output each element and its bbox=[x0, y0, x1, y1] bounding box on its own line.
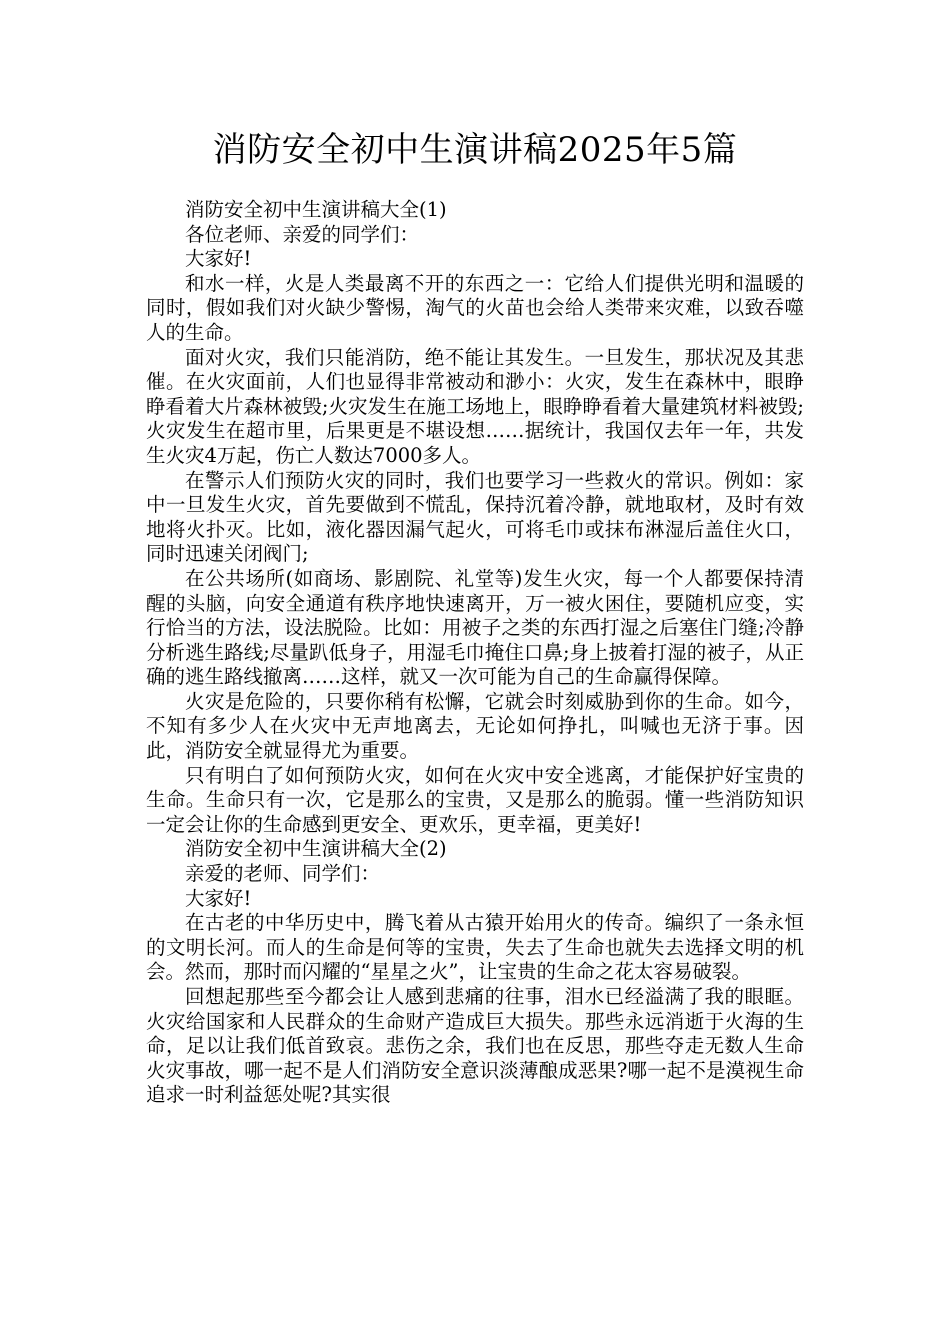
section-heading-2: 消防安全初中生演讲稿大全(2) bbox=[185, 837, 447, 861]
paragraph: 火灾是危险的，只要你稍有松懈，它就会时刻威胁到你的生命。如今，不知有多少人在火灾中无声地离去，无论如何挣扎，叫喊也无济于事。因此，消防安全就显得尤为重要。 bbox=[146, 689, 804, 763]
paragraph: 和水一样，火是人类最离不开的东西之一：它给人们提供光明和温暖的同时，假如我们对火缺少警惕，淘气的火苗也会给人类带来灾难，以致吞噬人的生命。 bbox=[146, 271, 804, 344]
salutation: 各位老师、亲爱的同学们： bbox=[185, 222, 420, 246]
greeting: 大家好! bbox=[185, 247, 252, 271]
paragraph: 面对火灾，我们只能消防，绝不能让其发生。一旦发生，那状况及其悲催。在火灾面前，人们也显得非常被动和渺小：火灾，发生在森林中，眼睁睁看着大片森林被毁;火灾发生在施工场地上，眼睁睁看着大量建筑材料被毁;火灾发生在超市里，后果更是不堪设想……据统计，我国仅去年一年，共发生火灾4万起，伤亡人数达7000多人。 bbox=[146, 345, 804, 467]
greeting: 大家好! bbox=[185, 886, 252, 910]
paragraph: 在警示人们预防火灾的同时，我们也要学习一些救火的常识。例如：家中一旦发生火灾，首先要做到不慌乱，保持沉着冷静，就地取材，及时有效地将火扑灭。比如，液化器因漏气起火，可将毛巾或抹布淋湿后盖住火口，同时迅速关闭阀门; bbox=[146, 468, 804, 566]
document-body bbox=[146, 198, 804, 1108]
document-title: 消防安全初中生演讲稿2025年5篇 bbox=[212, 130, 738, 170]
salutation: 亲爱的老师、同学们： bbox=[185, 862, 381, 886]
paragraph: 回想起那些至今都会让人感到悲痛的往事，泪水已经溢满了我的眼眶。火灾给国家和人民群众的生命财产造成巨大损失。那些永远消逝于火海的生命，足以让我们低首致哀。悲伤之余，我们也在反思，那些夺走无数人生命火灾事故，哪一起不是人们消防安全意识淡薄酿成恶果?哪一起不是漠视生命追求一时利益惩处呢?其实很 bbox=[146, 985, 804, 1107]
paragraph: 在公共场所(如商场、影剧院、礼堂等)发生火灾，每一个人都要保持清醒的头脑，向安全通道有秩序地快速离开，万一被火困住，要随机应变，实行恰当的方法，设法脱险。比如：用被子之类的东西打湿之后塞住门缝;冷静分析逃生路线;尽量趴低身子，用湿毛巾掩住口鼻;身上披着打湿的被子，从正确的逃生路线撤离……这样，就又一次可能为自己的生命赢得保障。 bbox=[146, 566, 804, 689]
section-heading-1: 消防安全初中生演讲稿大全(1) bbox=[185, 198, 447, 221]
paragraph: 在古老的中华历史中，腾飞着从古猿开始用火的传奇。编织了一条永恒的文明长河。而人的生命是何等的宝贵，失去了生命也就失去选择文明的机会。然而，那时而闪耀的“星星之火”，让宝贵的生命之花太容易破裂。 bbox=[146, 911, 804, 984]
paragraph: 只有明白了如何预防火灾，如何在火灾中安全逃离，才能保护好宝贵的生命。生命只有一次，它是那么的宝贵，又是那么的脆弱。懂一些消防知识一定会让你的生命感到更安全、更欢乐，更幸福，更美好! bbox=[146, 763, 804, 836]
